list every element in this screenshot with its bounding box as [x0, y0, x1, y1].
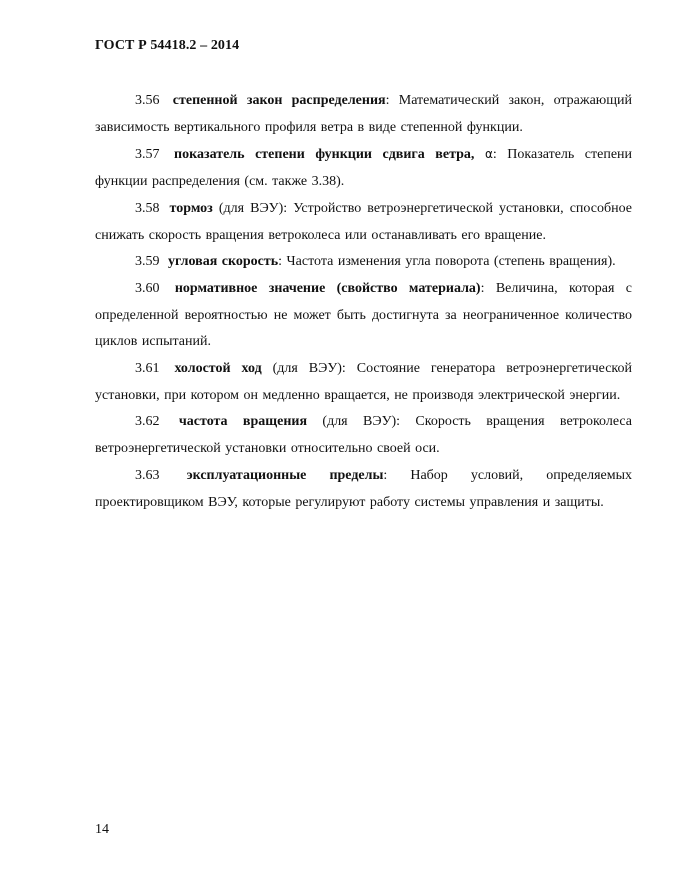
definition-entry — [95, 276, 632, 356]
entry-number: 3.58 — [135, 200, 160, 216]
entry-number: 3.62 — [135, 414, 160, 430]
entry-definition: : Показатель степени функции распределения (см. также 3.38). — [95, 147, 633, 190]
entry-definition: : Математический закон, отражающий зависимость вертикального профиля ветра в виде степенной функции. — [95, 93, 633, 135]
entry-term: угловая скорость — [168, 254, 279, 270]
definition-entry — [95, 88, 632, 141]
entry-number: 3.60 — [135, 280, 160, 296]
definition-entry — [95, 409, 632, 462]
entry-term: холостой ход — [174, 361, 262, 377]
definition-entry — [95, 196, 632, 249]
entry-symbol: α — [484, 147, 493, 162]
entry-number: 3.57 — [135, 147, 160, 163]
entry-term: частота вращения — [178, 414, 308, 430]
entry-number: 3.59 — [135, 254, 160, 270]
entry-definition: : Набор условий, определяемых проектировщиком ВЭУ, которые регулируют работу системы управления и защиты. — [95, 467, 632, 510]
entry-term: показатель степени функции сдвига ветра, — [174, 147, 475, 163]
entry-number: 3.61 — [135, 361, 160, 377]
definitions-list — [95, 88, 632, 516]
document-header: ГОСТ Р 54418.2 – 2014 — [95, 38, 240, 53]
entry-definition: : Величина, которая с определенной вероятностью не может быть достигнута за неограниченное количество циклов испытаний. — [95, 280, 632, 350]
entry-number: 3.56 — [135, 93, 160, 108]
definition-entry — [95, 141, 632, 195]
entry-term: степенной закон распределения — [172, 93, 386, 108]
entry-number: 3.63 — [135, 467, 160, 483]
entry-definition: (для ВЭУ): Скорость вращения ветроколеса ветроэнергетической установки относительно своей оси. — [95, 414, 633, 457]
entry-definition: (для ВЭУ): Устройство ветроэнергетической установки, способное снижать скорость вращения ветроколеса или останавливать его вращение. — [95, 200, 632, 243]
entry-term: эксплуатационные пределы — [186, 467, 384, 483]
entry-term: нормативное значение (свойство материала) — [174, 280, 481, 296]
entry-definition: (для ВЭУ): Состояние генератора ветроэнергетической установки, при котором он медленно вращается, не производя электрической энергии. — [95, 361, 633, 403]
entry-definition: : Частота изменения угла поворота (степень вращения). — [278, 254, 616, 270]
entry-term: тормоз — [169, 200, 213, 216]
definition-entry — [95, 463, 632, 516]
definition-entry — [95, 356, 632, 409]
definition-entry — [95, 249, 632, 276]
page-number: 14 — [95, 822, 109, 837]
